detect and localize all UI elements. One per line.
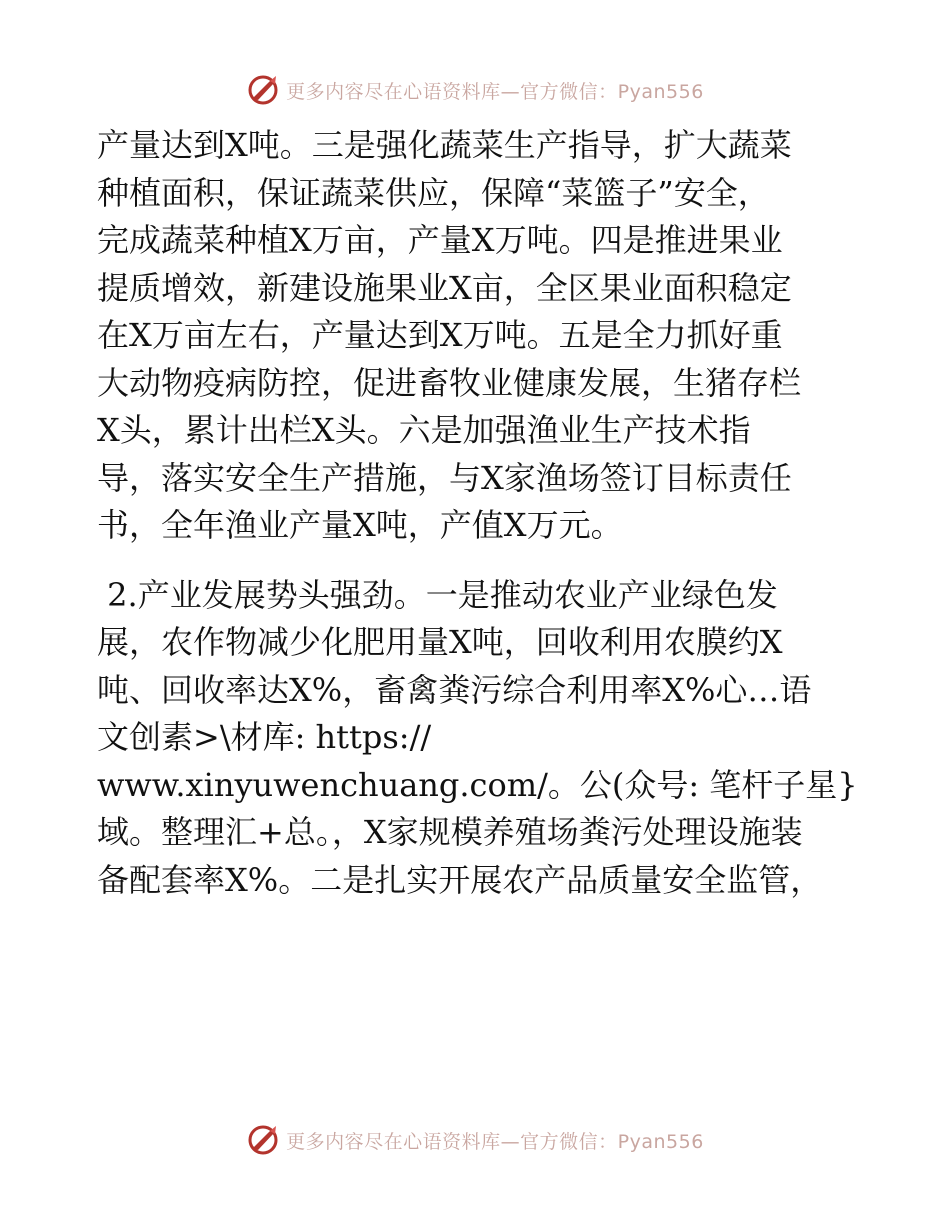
document-body [97,122,857,904]
text-line: 种植面积，保证蔬菜供应，保障“菜篮子”安全， [97,173,770,212]
text-line: 在X万亩左右，产量达到X万吨。五是全力抓好重 [97,316,783,354]
text-line: 书，全年渔业产量X吨，产值X万元。 [97,506,623,544]
text-line: 文创素>\材库: https:// [97,718,432,756]
text-line: 产量达到X吨。三是强化蔬菜生产指导，扩大蔬菜 [97,126,792,164]
text-line: 完成蔬菜种植X万亩，产量X万吨。四是推进果业 [97,221,783,259]
text-line: 大动物疫病防控，促进畜牧业健康发展，生猪存栏 [97,363,802,402]
text-line: 展，农作物减少化肥用量X吨，回收利用农膜约X [97,623,783,661]
footer-watermark-banner [0,1120,950,1160]
paragraph-spacer [97,550,857,572]
quill-pen-logo-icon [246,1123,280,1157]
text-line: www.xinyuwenchuang.com/。公(众号: 笔杆子星} [97,765,858,804]
text-line: 导，落实安全生产措施，与X家渔场签订目标责任 [97,458,792,497]
quill-pen-logo-icon [246,73,280,107]
text-line: 吨、回收率达X%，畜禽粪污综合利用率X%心…语 [97,670,812,709]
paragraph [97,122,857,550]
text-line: X头，累计出栏X头。六是加强渔业生产技术指 [97,411,751,449]
text-line: 域。整理汇+总。，X家规模养殖场粪污处理设施装 [97,813,803,851]
text-line: 提质增效，新建设施果业X亩，全区果业面积稳定 [97,268,792,307]
text-line: 2.产业发展势头强劲。一是推动农业产业绿色发 [97,575,778,614]
paragraph [97,572,857,905]
header-watermark-text: 更多内容尽在心语资料库—官方微信：Pyan556 [286,80,704,103]
footer-watermark-text: 更多内容尽在心语资料库—官方微信：Pyan556 [286,1130,704,1153]
header-watermark-banner [0,70,950,110]
text-line: 备配套率X%。二是扎实开展农产品质量安全监管， [97,860,823,899]
